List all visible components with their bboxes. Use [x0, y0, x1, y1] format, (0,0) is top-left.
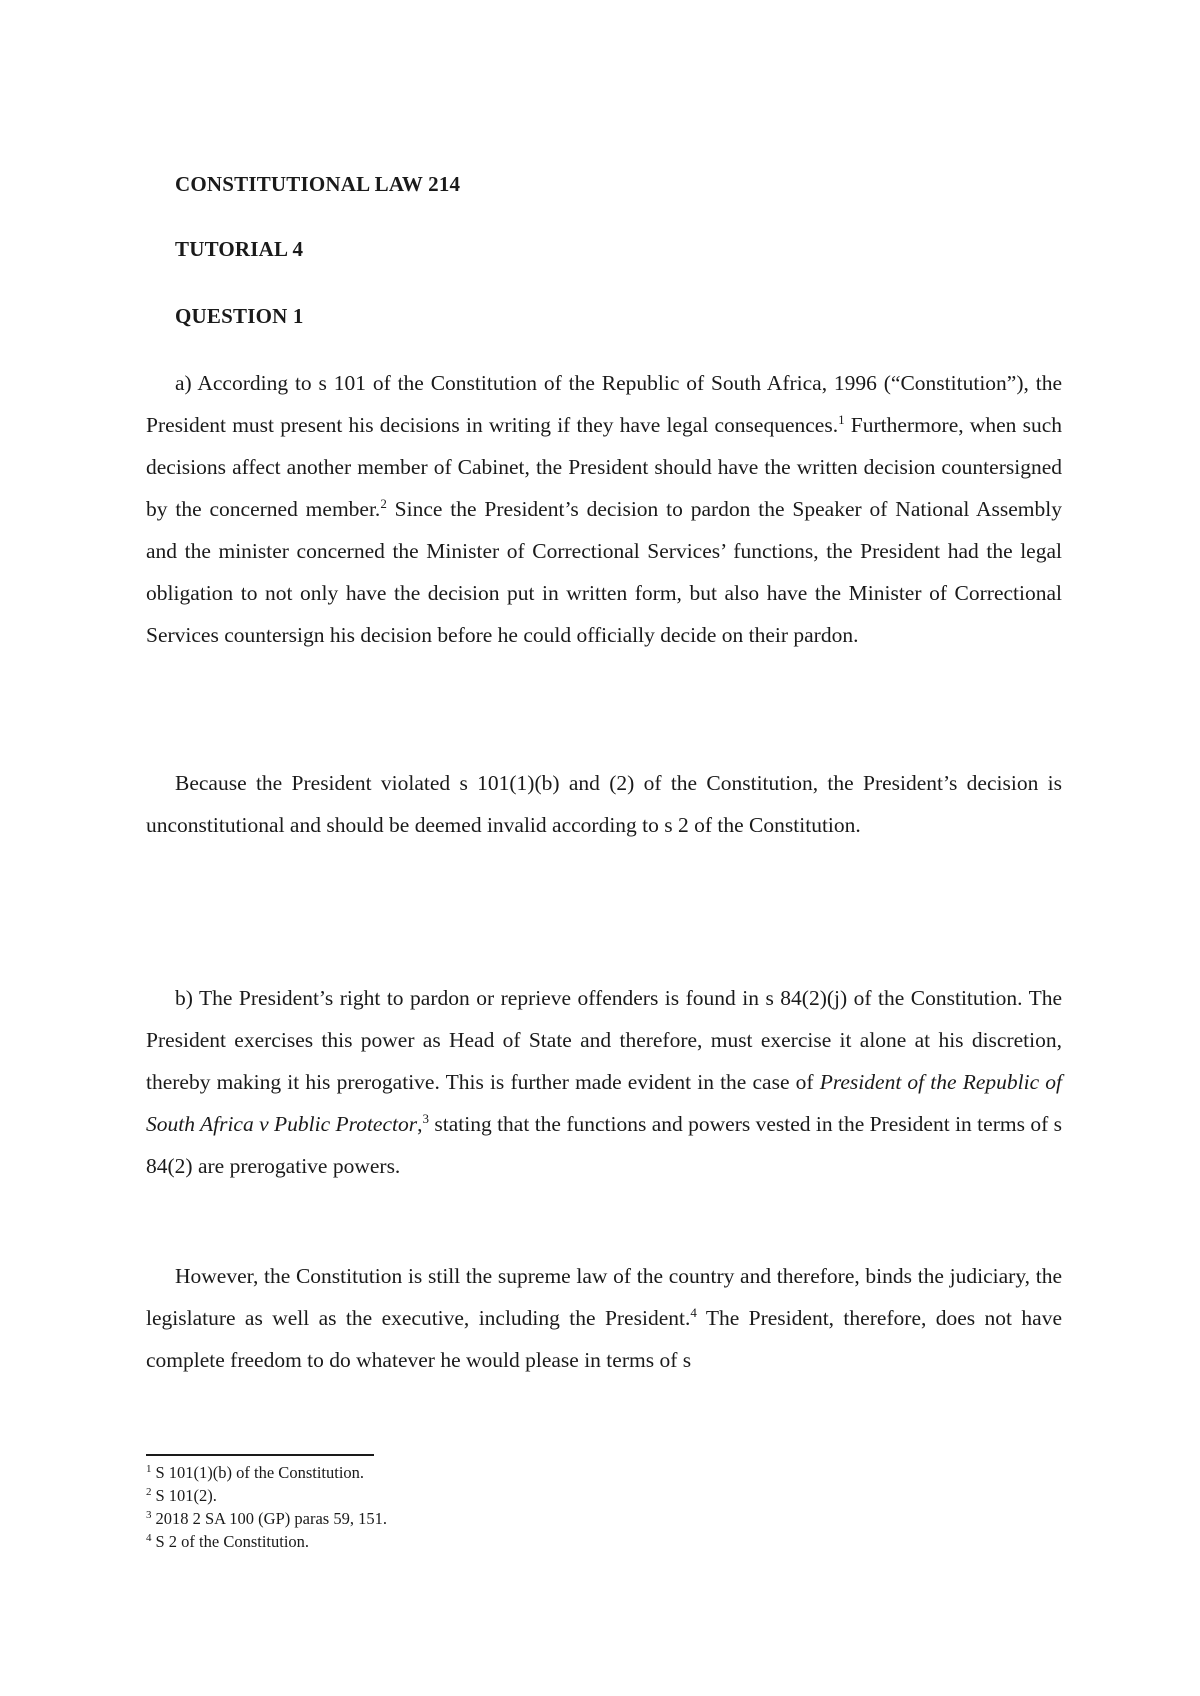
- paragraph-b-text-1: b) The President’s right to pardon or reprieve offenders is found in s 84(2)(j) of the Constitution. The President exercises this power as Head of State and therefore, must exercise it alone at his discretion, thereby making it his prerogative. This is further made evident in the case of: [146, 986, 1062, 1094]
- footnote-ref-4: 4: [690, 1305, 697, 1320]
- tutorial-heading: TUTORIAL 4: [175, 237, 304, 261]
- paragraph-b-text-2: stating that the functions and powers vested in the President in terms of s 84(2) are prerogative powers.: [146, 1112, 1062, 1178]
- footnote-text: S 101(2).: [155, 1486, 217, 1505]
- paragraph-a-conclusion: Because the President violated s 101(1)(b) and (2) of the Constitution, the President’s decision is unconstitutional and should be deemed invalid according to s 2 of the Constitution.: [146, 771, 1062, 837]
- paragraph-b-continued-text-1: However, the Constitution is still the supreme law of the country and therefore, binds the judiciary, the legislature as well as the executive, including the President.: [146, 1264, 1062, 1330]
- paragraph-b-continued: [146, 1255, 1062, 1381]
- footnote-text: S 2 of the Constitution.: [155, 1532, 310, 1551]
- paragraph-a: [146, 362, 1062, 656]
- footnote-number: 2: [146, 1486, 152, 1498]
- paragraph-b: [146, 977, 1062, 1187]
- footnote-item: [146, 1530, 387, 1553]
- footnote-separator: [146, 1454, 374, 1456]
- paragraph-a-text-3: Since the President’s decision to pardon the Speaker of National Assembly and the minister concerned the Minister of Correctional Services’ functions, the President had the legal obligation to not only have the decision put in written form, but also have the Minister of Correctional Services countersign his decision before he could officially decide on their pardon.: [146, 497, 1062, 647]
- footnote-ref-3: 3: [422, 1111, 429, 1126]
- paragraph-a-text-1: a) According to s 101 of the Constitution of the Republic of South Africa, 1996 (“Constitution”), the President must present his decisions in writing if they have legal consequences.: [146, 371, 1062, 437]
- paragraph-b-continued-text-2: The President, therefore, does not have complete freedom to do whatever he would please in terms of s: [146, 1306, 1062, 1372]
- footnote-number: 4: [146, 1532, 152, 1544]
- paragraph-a-text-2: Furthermore, when such decisions affect another member of Cabinet, the President should have the written decision countersigned by the concerned member.: [146, 413, 1062, 521]
- footnote-ref-2: 2: [380, 496, 387, 511]
- footnote-number: 3: [146, 1509, 152, 1521]
- document-title: CONSTITUTIONAL LAW 214: [175, 172, 461, 196]
- footnote-item: [146, 1461, 387, 1484]
- footnotes-list: [146, 1461, 387, 1553]
- footnote-number: 1: [146, 1463, 152, 1475]
- case-name: President of the Republic of South Africa v Public Protector: [146, 1070, 1062, 1136]
- paragraph-b-comma: ,: [417, 1112, 423, 1136]
- footnote-text: S 101(1)(b) of the Constitution.: [155, 1463, 365, 1482]
- footnote-item: [146, 1507, 387, 1530]
- footnote-ref-1: 1: [838, 412, 845, 427]
- footnote-item: [146, 1484, 387, 1507]
- footnote-text: 2018 2 SA 100 (GP) paras 59, 151.: [155, 1509, 387, 1528]
- question-heading: QUESTION 1: [175, 304, 304, 328]
